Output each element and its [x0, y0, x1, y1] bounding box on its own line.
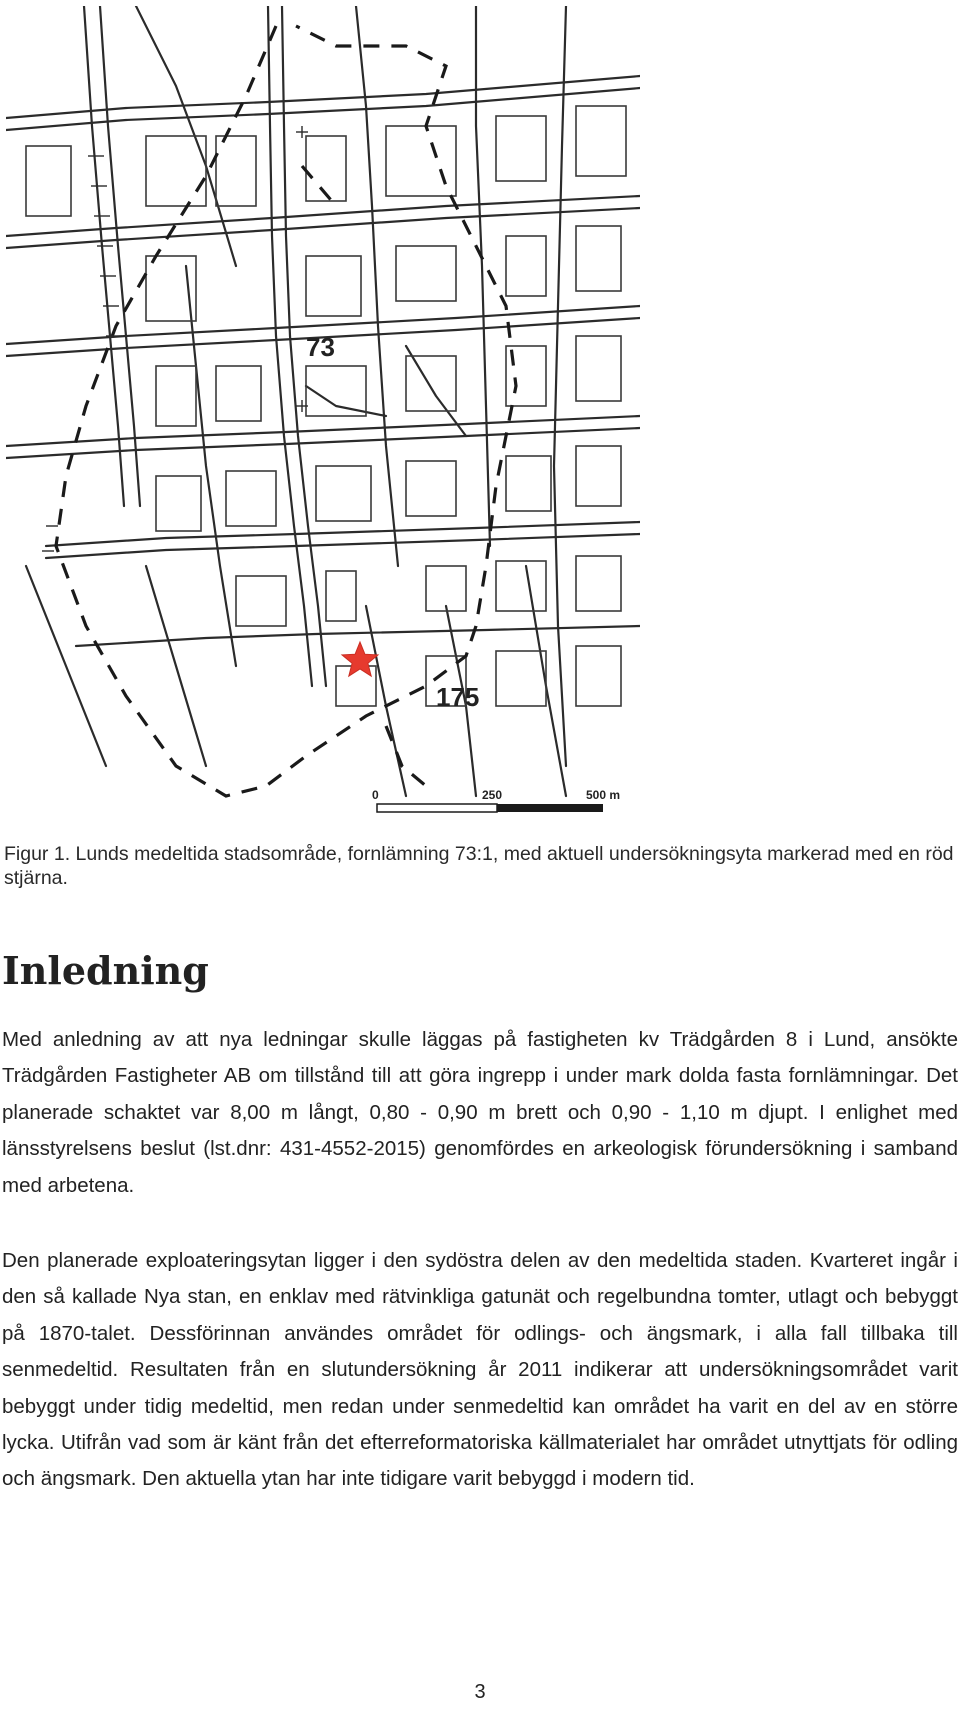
- section-heading: Inledning: [2, 948, 209, 993]
- scale-label-250: 250: [482, 788, 503, 802]
- paragraph-2: Den planerade exploateringsytan ligger i den sydöstra delen av den medeltida staden. Kvarteret ingår i den så kallade Nya stan, en enklav med rätvinkliga gatunät och regelbundna tomter, utlagt och bebyggt på 1870-talet. Dessförinnan användes området för odlings- och ängsmark, i alla fall tillbaka till senmedeltid. Resultaten från en slutundersökning år 2011 indikerar att undersökningsområdet varit bebyggt under tidig medeltid, men redan under senmedeltid kan området ha varit en del av en större lycka. Utifrån vad som är känt från det efterreformatoriska källmaterialet har området utnyttjats för odling och ängsmark. Den aktuella ytan har inte tidigare varit bebyggd i modern tid.: [2, 1249, 958, 1491]
- figure-caption: Figur 1. Lunds medeltida stadsområde, fornlämning 73:1, med aktuell undersökningsyta markerad med en röd stjärna.: [4, 843, 954, 889]
- paragraph-1: Med anledning av att nya ledningar skulle läggas på fastigheten kv Trädgården 8 i Lund, ansökte Trädgården Fastigheter AB om tillstånd till att göra ingrepp i under mark dolda fasta fornlämningar. Det planerade schaktet var 8,00 m långt, 0,80 - 0,90 m brett och 0,90 - 1,10 m djupt. I enlighet med länsstyrelsens beslut (lst.dnr: 431-4552-2015) genomfördes en arkeologisk förundersökning i samband med arbetena.: [2, 1028, 958, 1197]
- scale-label-0: 0: [372, 788, 379, 802]
- map-figure: [6, 6, 640, 832]
- map-label-175: 175: [436, 682, 480, 712]
- scale-label-500: 500 m: [586, 788, 621, 802]
- page-number: 3: [474, 1681, 486, 1703]
- street-map: [6, 6, 640, 832]
- map-label-73: 73: [306, 332, 335, 362]
